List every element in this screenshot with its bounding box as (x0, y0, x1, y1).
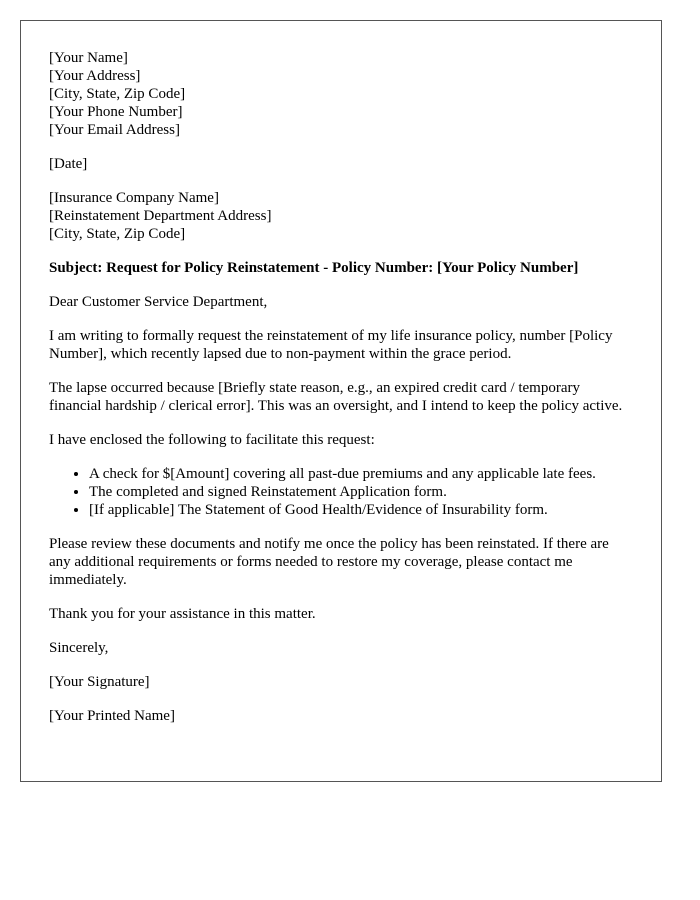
body-paragraph-3: I have enclosed the following to facilitate this request: (49, 432, 375, 448)
enclosure-item: • The completed and signed Reinstatement Application form. (89, 483, 633, 501)
body-paragraph-1: I am writing to formally request the reinstatement of my life insurance policy, number [Policy Number], which recently lapsed due to non-payment within the grace period. (49, 328, 613, 362)
enclosures-list (49, 465, 633, 519)
sender-name: [Your Name] (49, 50, 128, 66)
sender-phone: [Your Phone Number] (49, 104, 183, 120)
closing: Sincerely, (49, 640, 109, 656)
printed-name: [Your Printed Name] (49, 708, 175, 724)
body-paragraph-4: Please review these documents and notify me once the policy has been reinstated. If there are any additional requirements or forms needed to restore my coverage, please contact me immediately. (49, 536, 609, 588)
body-paragraph-5: Thank you for your assistance in this matter. (49, 606, 316, 622)
enclosure-item: • [If applicable] The Statement of Good Health/Evidence of Insurability form. (89, 501, 633, 519)
sender-address: [Your Address] (49, 68, 141, 84)
letter-date: [Date] (49, 156, 88, 172)
enclosure-item: • A check for $[Amount] covering all past-due premiums and any applicable late fees. (89, 465, 633, 483)
recipient-city-state-zip: [City, State, Zip Code] (49, 226, 186, 242)
recipient-address: [Reinstatement Department Address] (49, 208, 272, 224)
sender-city-state-zip: [City, State, Zip Code] (49, 86, 186, 102)
recipient-block (49, 189, 633, 243)
sender-block (49, 49, 633, 139)
recipient-company: [Insurance Company Name] (49, 190, 219, 206)
body-paragraph-2: The lapse occurred because [Briefly state reason, e.g., an expired credit card / temporary financial hardship / clerical error]. This was an oversight, and I intend to keep the policy active. (49, 380, 623, 414)
salutation: Dear Customer Service Department, (49, 294, 268, 310)
letter-document (20, 20, 662, 782)
subject-line: Subject: Request for Policy Reinstatement - Policy Number: [Your Policy Number] (49, 260, 579, 276)
signature-placeholder: [Your Signature] (49, 674, 150, 690)
sender-email: [Your Email Address] (49, 122, 180, 138)
